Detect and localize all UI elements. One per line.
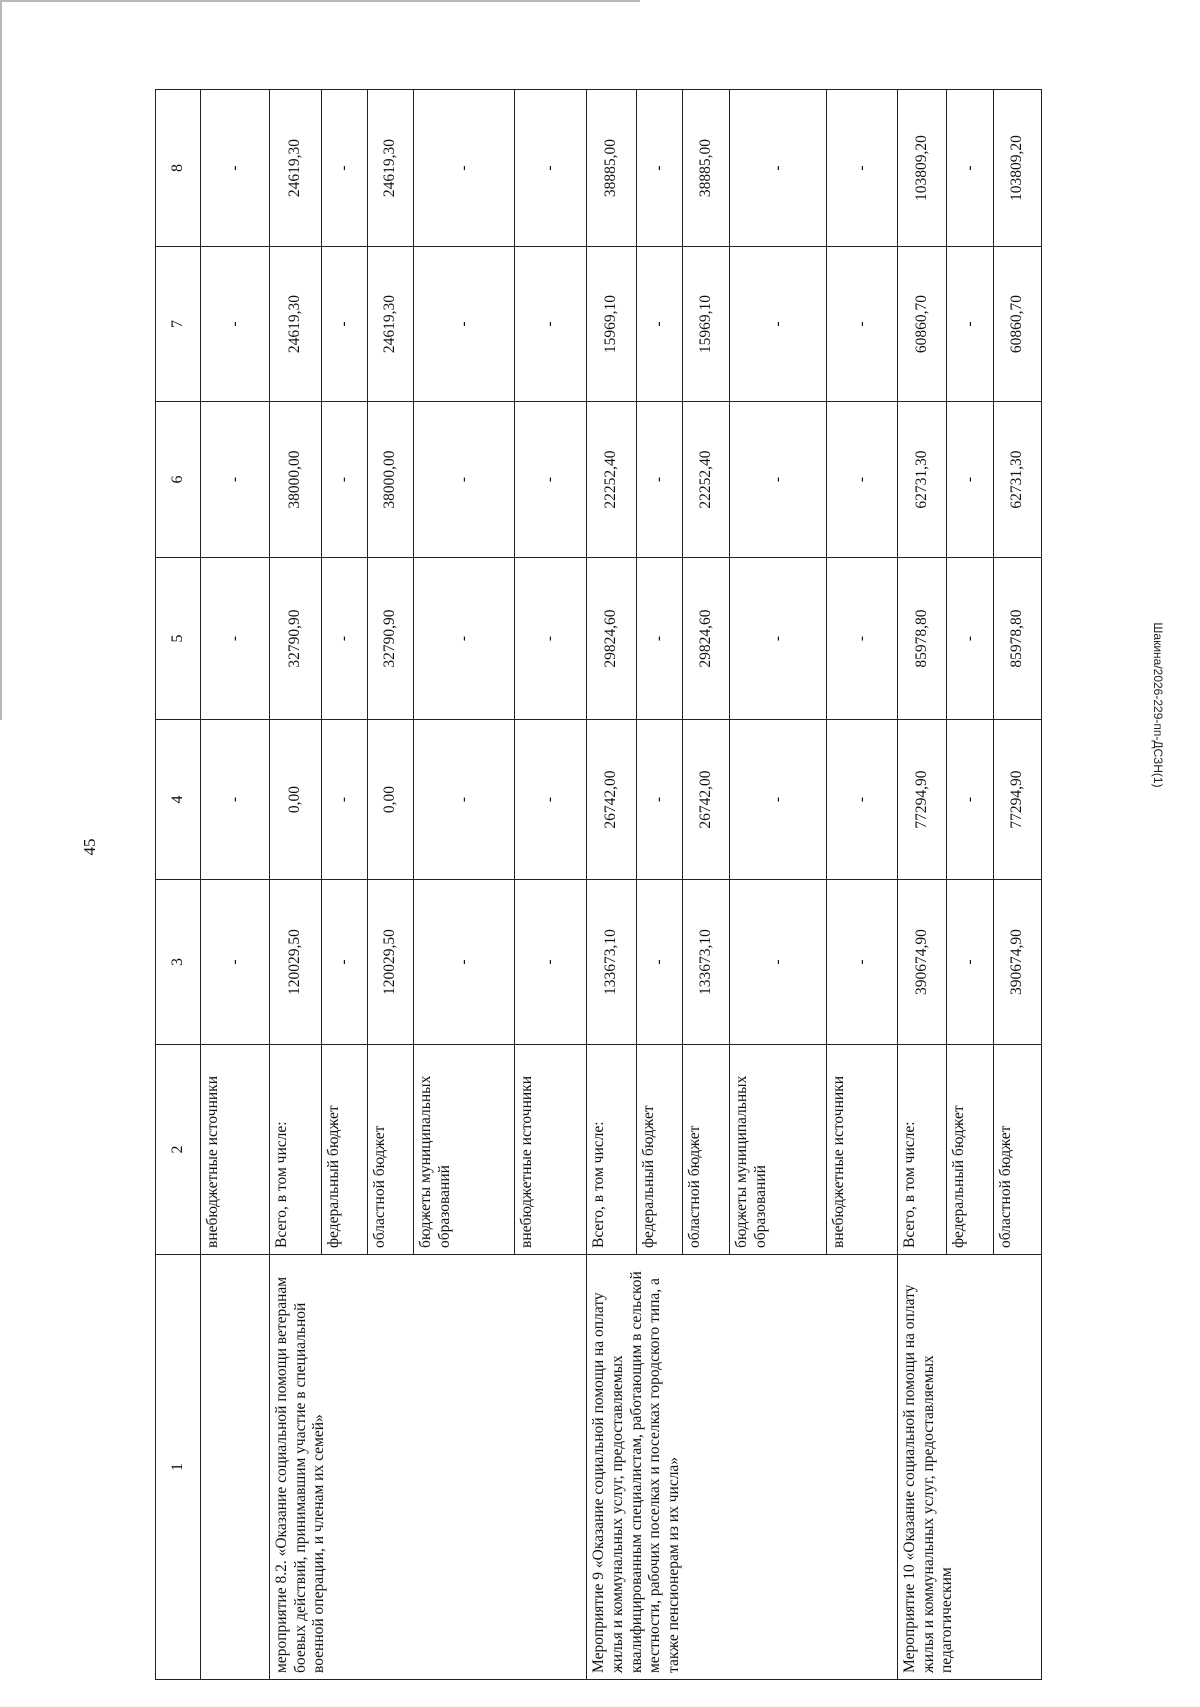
value-cell: 0,00 (367, 720, 413, 880)
value-cell: - (413, 247, 514, 402)
value-cell: - (201, 720, 270, 880)
value-cell: 32790,90 (367, 558, 413, 720)
value-cell: 24619,30 (367, 90, 413, 247)
value-cell: 390674,90 (993, 880, 1041, 1045)
rotated-table-container (155, 90, 1042, 1680)
value-cell: 85978,80 (898, 558, 947, 720)
value-cell: - (947, 247, 993, 402)
value-cell: 120029,50 (367, 880, 413, 1045)
value-cell: 390674,90 (898, 880, 947, 1045)
financing-table (155, 89, 1042, 1680)
value-cell: - (826, 90, 897, 247)
value-cell: - (514, 402, 586, 558)
value-cell: - (636, 558, 682, 720)
header-cell: 3 (156, 880, 201, 1045)
value-cell: - (947, 402, 993, 558)
value-cell: - (730, 90, 827, 247)
header-cell: 8 (156, 90, 201, 247)
value-cell: 38000,00 (270, 402, 322, 558)
value-cell: - (201, 558, 270, 720)
event-name-cell: Мероприятие 10 «Оказание социальной помощи на оплату жилья и коммунальных услуг, предоставляемых педагогическим (898, 1255, 1042, 1680)
value-cell: 26742,00 (682, 720, 729, 880)
value-cell: 38000,00 (367, 402, 413, 558)
header-cell: 2 (156, 1045, 201, 1255)
value-cell: 15969,10 (587, 247, 636, 402)
value-cell: - (321, 880, 367, 1045)
value-cell: - (201, 247, 270, 402)
table-row (270, 90, 322, 1680)
value-cell: 77294,90 (993, 720, 1041, 880)
table-row (587, 90, 636, 1680)
source-cell: федеральный бюджет (947, 1045, 993, 1255)
value-cell: - (201, 90, 270, 247)
value-cell: 38885,00 (682, 90, 729, 247)
source-cell: внебюджетные источники (514, 1045, 586, 1255)
source-cell: областной бюджет (367, 1045, 413, 1255)
value-cell: - (514, 880, 586, 1045)
page-number: 45 (80, 838, 99, 856)
source-cell: федеральный бюджет (321, 1045, 367, 1255)
header-cell: 1 (156, 1255, 201, 1680)
value-cell: - (321, 90, 367, 247)
table-row (201, 90, 270, 1680)
value-cell: - (321, 247, 367, 402)
value-cell: - (826, 402, 897, 558)
value-cell: 22252,40 (587, 402, 636, 558)
value-cell: - (730, 720, 827, 880)
value-cell: - (514, 247, 586, 402)
value-cell: 133673,10 (682, 880, 729, 1045)
value-cell: 103809,20 (993, 90, 1041, 247)
value-cell: - (413, 90, 514, 247)
value-cell: 26742,00 (587, 720, 636, 880)
value-cell: - (947, 880, 993, 1045)
source-cell: Всего, в том числе: (587, 1045, 636, 1255)
value-cell: 38885,00 (587, 90, 636, 247)
value-cell: 120029,50 (270, 880, 322, 1045)
source-cell: областной бюджет (682, 1045, 729, 1255)
event-name-cell: Мероприятие 9 «Оказание социальной помощи на оплату жилья и коммунальных услуг, предоставляемых квалифицированным специалистам, работающим в сельской местности, рабочих поселках и поселках городского типа, а также пенсионерам из их числа» (587, 1255, 898, 1680)
table-row (898, 90, 947, 1680)
value-cell: 62731,30 (993, 402, 1041, 558)
header-cell: 7 (156, 247, 201, 402)
value-cell: - (413, 402, 514, 558)
header-cell: 6 (156, 402, 201, 558)
value-cell: - (730, 880, 827, 1045)
value-cell: 24619,30 (270, 247, 322, 402)
value-cell: - (636, 247, 682, 402)
value-cell: - (947, 720, 993, 880)
value-cell: 62731,30 (898, 402, 947, 558)
source-cell: федеральный бюджет (636, 1045, 682, 1255)
header-cell: 4 (156, 720, 201, 880)
source-cell: областной бюджет (993, 1045, 1041, 1255)
value-cell: - (826, 558, 897, 720)
value-cell: 60860,70 (993, 247, 1041, 402)
value-cell: - (826, 720, 897, 880)
value-cell: - (730, 558, 827, 720)
value-cell: - (826, 880, 897, 1045)
event-name-cell-empty (201, 1255, 270, 1680)
value-cell: - (636, 720, 682, 880)
event-name-cell: мероприятие 8.2. «Оказание социальной помощи ветеранам боевых действий, принимавшим участие в специальной военной операции, и членам их семей» (270, 1255, 587, 1680)
value-cell: - (636, 880, 682, 1045)
value-cell: - (826, 247, 897, 402)
value-cell: - (730, 247, 827, 402)
source-cell: Всего, в том числе: (898, 1045, 947, 1255)
value-cell: - (514, 720, 586, 880)
value-cell: - (413, 880, 514, 1045)
value-cell: 15969,10 (682, 247, 729, 402)
value-cell: 133673,10 (587, 880, 636, 1045)
value-cell: - (413, 720, 514, 880)
value-cell: - (321, 720, 367, 880)
value-cell: - (636, 402, 682, 558)
source-cell: внебюджетные источники (201, 1045, 270, 1255)
scan-edge-top (0, 0, 640, 2)
value-cell: - (413, 558, 514, 720)
value-cell: - (514, 558, 586, 720)
value-cell: - (321, 558, 367, 720)
value-cell: 60860,70 (898, 247, 947, 402)
value-cell: 22252,40 (682, 402, 729, 558)
header-cell: 5 (156, 558, 201, 720)
document-code: Шакина/2026-229-пп-ДСЗН(1) (1151, 622, 1165, 788)
value-cell: 0,00 (270, 720, 322, 880)
value-cell: 24619,30 (367, 247, 413, 402)
value-cell: 77294,90 (898, 720, 947, 880)
source-cell: бюджеты муниципальных образований (730, 1045, 827, 1255)
header-row (156, 90, 201, 1680)
value-cell: - (636, 90, 682, 247)
source-cell: бюджеты муниципальных образований (413, 1045, 514, 1255)
value-cell: - (321, 402, 367, 558)
value-cell: 85978,80 (993, 558, 1041, 720)
value-cell: - (730, 402, 827, 558)
value-cell: 32790,90 (270, 558, 322, 720)
value-cell: 29824,60 (587, 558, 636, 720)
source-cell: внебюджетные источники (826, 1045, 897, 1255)
value-cell: 24619,30 (270, 90, 322, 247)
value-cell: - (947, 90, 993, 247)
value-cell: - (514, 90, 586, 247)
value-cell: - (201, 880, 270, 1045)
source-cell: Всего, в том числе: (270, 1045, 322, 1255)
value-cell: - (201, 402, 270, 558)
value-cell: - (947, 558, 993, 720)
value-cell: 103809,20 (898, 90, 947, 247)
value-cell: 29824,60 (682, 558, 729, 720)
scan-edge-left (0, 0, 2, 720)
